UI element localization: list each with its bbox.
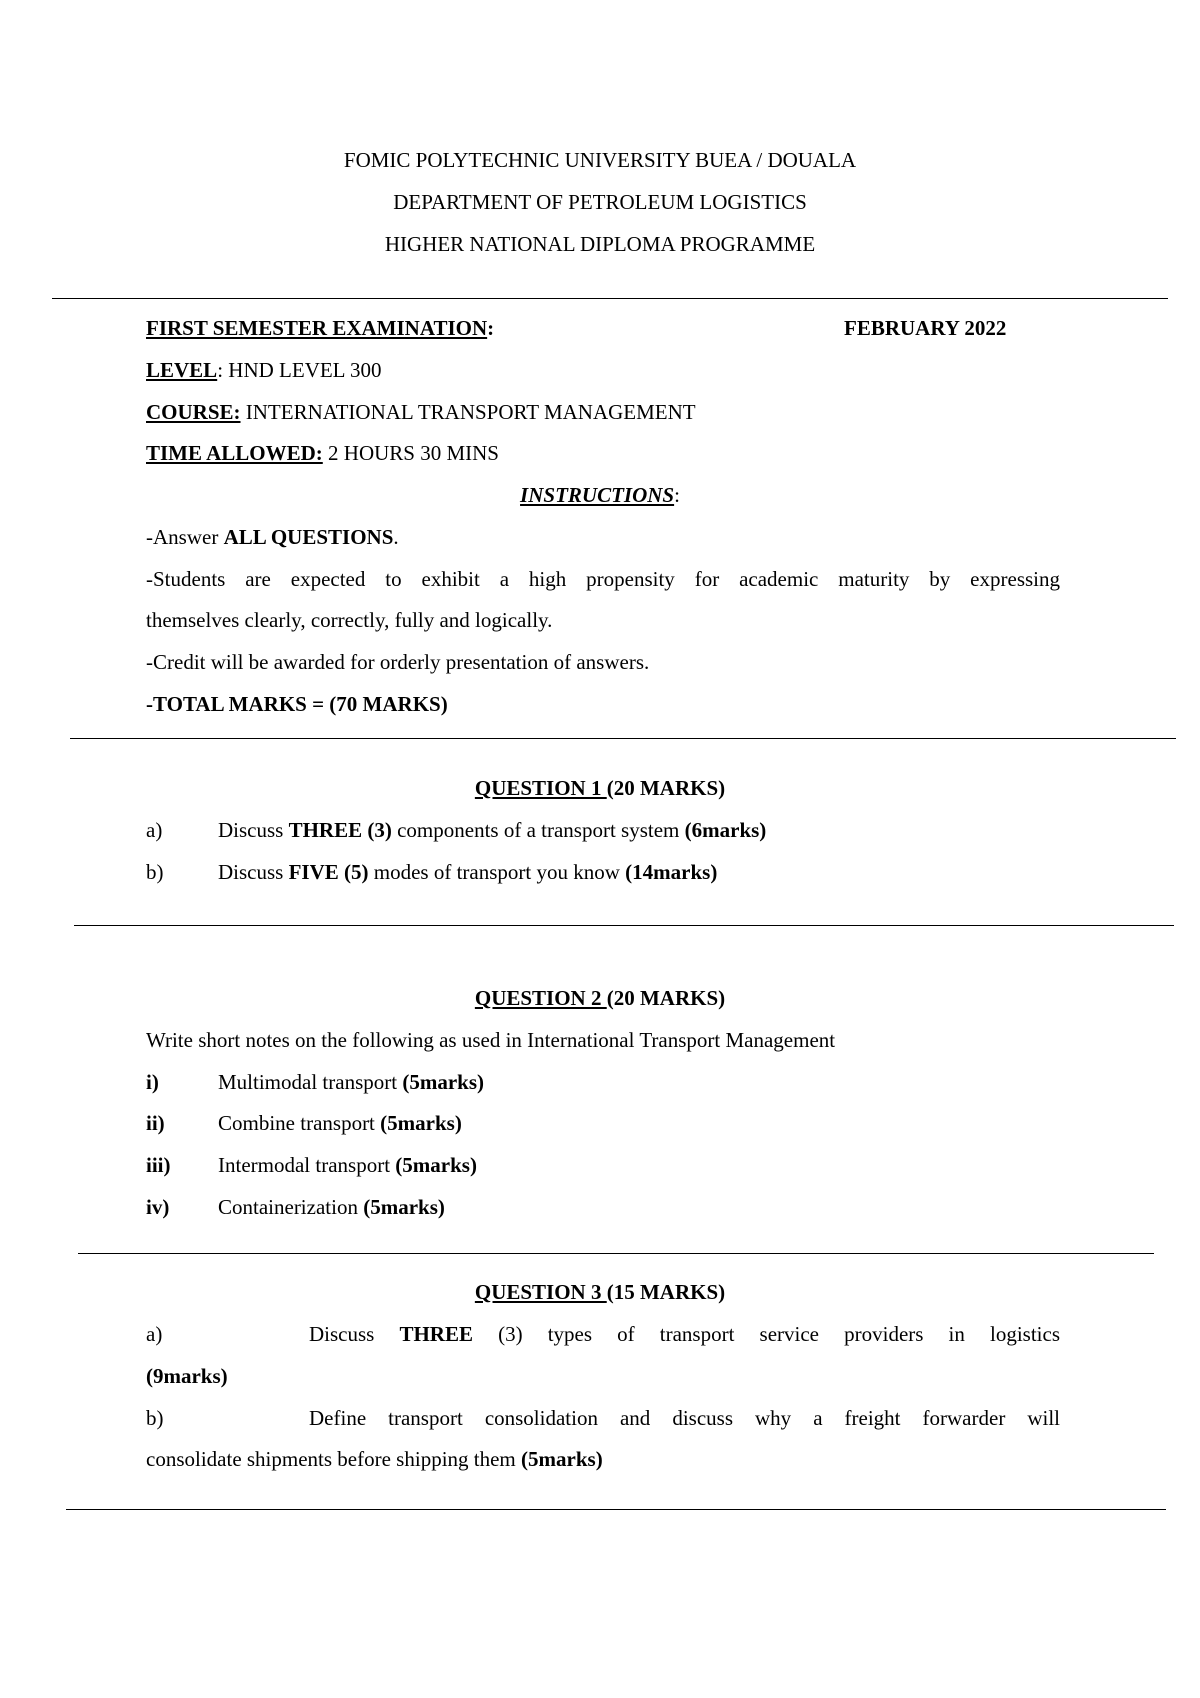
- question-3a: Discuss THREE (3) types of transport service providers in logistics: [309, 1322, 1061, 1346]
- question-1b-label: b): [146, 860, 164, 884]
- question-2-item-label: i): [146, 1070, 159, 1094]
- divider-instructions: [70, 738, 1176, 739]
- question-1a-label: a): [146, 818, 163, 842]
- exam-level: LEVEL: HND LEVEL 300: [146, 358, 382, 382]
- question-2-item-label: ii): [146, 1111, 165, 1135]
- question-2-item: Intermodal transport (5marks): [218, 1153, 477, 1177]
- university-name: FOMIC POLYTECHNIC UNIVERSITY BUEA / DOUALA: [343, 148, 857, 172]
- question-3-title: QUESTION 3 (15 MARKS): [474, 1280, 726, 1304]
- question-2-item: Combine transport (5marks): [218, 1111, 462, 1135]
- question-3b-line1: Define transport consolidation and discuss why a freight forwarder will: [309, 1406, 1060, 1430]
- exam-course: COURSE: INTERNATIONAL TRANSPORT MANAGEMENT: [146, 400, 696, 424]
- divider-question-3: [66, 1509, 1166, 1510]
- divider-question-1: [74, 925, 1174, 926]
- question-1b: Discuss FIVE (5) modes of transport you know (14marks): [218, 860, 718, 884]
- department-name: DEPARTMENT OF PETROLEUM LOGISTICS: [393, 190, 807, 214]
- question-2-item: Multimodal transport (5marks): [218, 1070, 484, 1094]
- instructions-heading: INSTRUCTIONS:: [520, 483, 680, 507]
- programme-name: HIGHER NATIONAL DIPLOMA PROGRAMME: [384, 232, 816, 256]
- instruction-credit: -Credit will be awarded for orderly presentation of answers.: [146, 650, 650, 674]
- exam-title: FIRST SEMESTER EXAMINATION:: [146, 316, 495, 340]
- question-2-item: Containerization (5marks): [218, 1195, 445, 1219]
- exam-date: FEBRUARY 2022: [844, 316, 1007, 340]
- exam-time: TIME ALLOWED: 2 HOURS 30 MINS: [146, 441, 499, 465]
- question-2-title: QUESTION 2 (20 MARKS): [474, 986, 726, 1010]
- question-2-intro: Write short notes on the following as used in International Transport Management: [146, 1028, 836, 1052]
- question-3a-label: a): [146, 1322, 163, 1346]
- instruction-maturity-line2: themselves clearly, correctly, fully and logically.: [146, 608, 553, 632]
- question-3b-label: b): [146, 1406, 164, 1430]
- divider-question-2: [78, 1253, 1154, 1254]
- divider-header: [52, 298, 1168, 299]
- question-1-title: QUESTION 1 (20 MARKS): [474, 776, 726, 800]
- question-3a-marks: (9marks): [146, 1364, 228, 1388]
- question-3b-line2: consolidate shipments before shipping them (5marks): [146, 1447, 603, 1471]
- question-2-item-label: iii): [146, 1153, 171, 1177]
- question-1a: Discuss THREE (3) components of a transport system (6marks): [218, 818, 767, 842]
- instruction-answer-all: -Answer ALL QUESTIONS.: [146, 525, 399, 549]
- instruction-maturity-line1: -Students are expected to exhibit a high propensity for academic maturity by expressing: [146, 567, 1060, 591]
- instruction-total-marks: -TOTAL MARKS = (70 MARKS): [146, 692, 448, 716]
- question-2-item-label: iv): [146, 1195, 170, 1219]
